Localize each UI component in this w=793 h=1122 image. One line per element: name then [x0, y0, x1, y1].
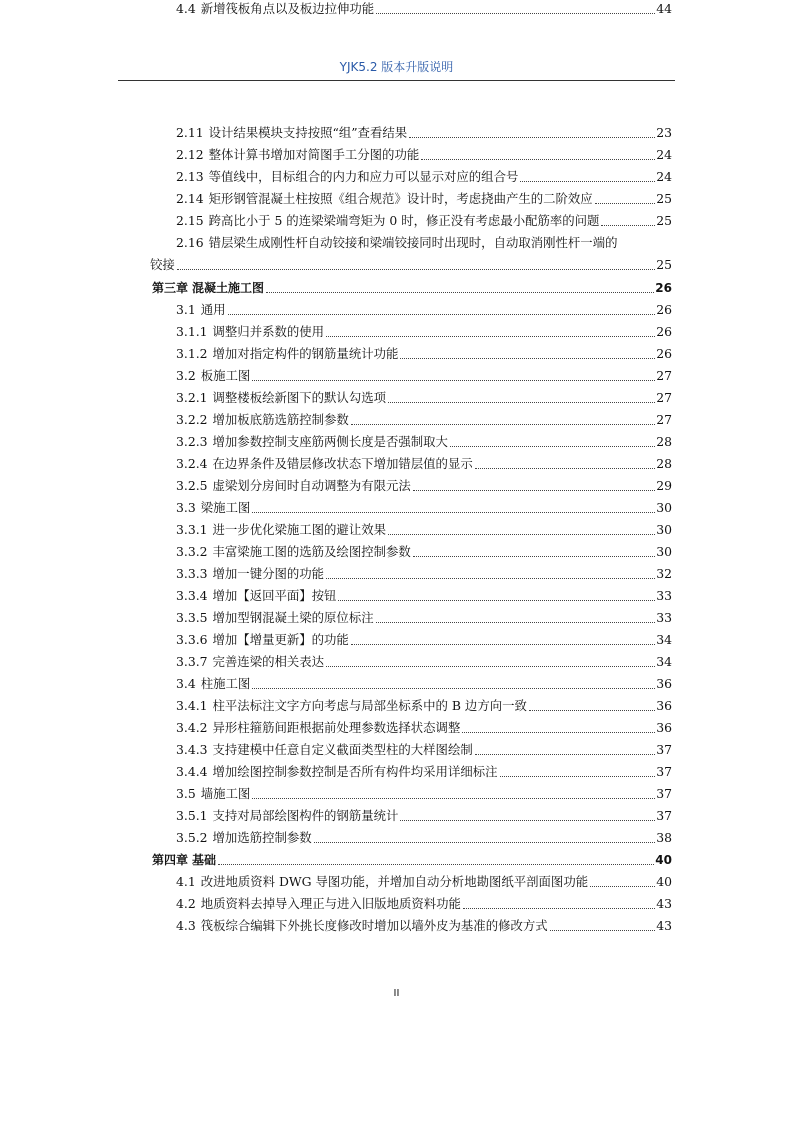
toc-entry[interactable]: [176, 345, 672, 363]
dot-leader: [326, 578, 655, 579]
dot-leader: [388, 534, 655, 535]
toc-entry-number: 3.4.3: [176, 742, 208, 757]
toc-entry[interactable]: [176, 895, 672, 913]
toc-entry-page: 26: [656, 324, 672, 339]
dot-leader: [500, 776, 656, 777]
toc-entry-page: 28: [656, 434, 672, 449]
toc-chapter-entry[interactable]: [152, 851, 672, 869]
toc-entry-page: 36: [656, 698, 672, 713]
toc-entry-title: 调整楼板绘新图下的默认勾选项: [212, 390, 386, 405]
toc-entry-title: 等值线中，目标组合的内力和应力可以显示对应的组合号: [208, 169, 519, 184]
toc-chapter-entry[interactable]: [152, 279, 672, 297]
dot-leader: [252, 798, 655, 799]
toc-entry[interactable]: [176, 455, 672, 473]
toc-entry-page: 27: [656, 368, 672, 383]
dot-leader: [409, 137, 655, 138]
toc-entry-page: 30: [656, 500, 672, 515]
toc-entry-page: 29: [656, 478, 672, 493]
toc-entry-title: 筏板综合编辑下外挑长度修改时增加以墙外皮为基准的修改方式: [200, 918, 548, 933]
toc-entry-title: 在边界条件及错层修改状态下增加错层值的显示: [212, 456, 473, 471]
toc-entry-number: 2.14: [176, 191, 204, 206]
toc-entry[interactable]: [176, 389, 672, 407]
toc-entry-title: 通用: [200, 302, 226, 317]
toc-entry-title: 进一步优化梁施工图的避让效果: [212, 522, 386, 537]
toc-entry-title: 错层梁生成刚性杆自动铰接和梁端铰接同时出现时，自动取消刚性杆一端的: [208, 235, 618, 250]
dot-leader: [463, 908, 655, 909]
dot-leader: [413, 490, 655, 491]
toc-entry-page: 27: [656, 412, 672, 427]
toc-entry-page: 34: [656, 632, 672, 647]
toc-entry-title: 墙施工图: [200, 786, 251, 801]
toc-entry[interactable]: [176, 323, 672, 341]
toc-entry-number: 3.5.1: [176, 808, 208, 823]
toc-entry[interactable]: [176, 587, 672, 605]
toc-entry-title: 增加绘图控制参数控制是否所有构件均采用详细标注: [212, 764, 498, 779]
toc-entry-number: 2.12: [176, 147, 204, 162]
toc-entry-number: 4.2: [176, 896, 196, 911]
dot-leader: [400, 820, 655, 821]
toc-entry-title: 改进地质资料 DWG 导图功能，并增加自动分析地勘图纸平剖面图功能: [200, 874, 589, 889]
toc-entry-page: 24: [656, 169, 672, 184]
toc-entry[interactable]: [176, 631, 672, 649]
toc-entry[interactable]: [176, 411, 672, 429]
toc-entry-page: 33: [656, 588, 672, 603]
toc-entry-page: 23: [656, 125, 672, 140]
toc-entry-number: 3.2.5: [176, 478, 208, 493]
dot-leader: [252, 512, 655, 513]
toc-entry-number: 3.4: [176, 676, 196, 691]
toc-entry[interactable]: [176, 829, 672, 847]
toc-entry[interactable]: [176, 168, 672, 186]
dot-leader: [590, 886, 655, 887]
toc-entry-page: 26: [656, 302, 672, 317]
toc-entry-page: 37: [656, 742, 672, 757]
dot-leader: [326, 336, 655, 337]
toc-entry[interactable]: [176, 917, 672, 935]
toc-entry-page: 25: [656, 257, 672, 272]
toc-entry[interactable]: [176, 146, 672, 164]
toc-entry[interactable]: [176, 609, 672, 627]
dot-leader: [413, 556, 655, 557]
toc-entry-page: 37: [656, 764, 672, 779]
toc-entry-number: 3.3.1: [176, 522, 208, 537]
toc-entry-title: 新增筏板角点以及板边拉伸功能: [200, 1, 375, 16]
toc-entry[interactable]: [176, 785, 672, 803]
toc-entry-title: 虚梁划分房间时自动调整为有限元法: [212, 478, 411, 493]
toc-entry-title: 增加【返回平面】按钮: [212, 588, 337, 603]
toc-entry-number: 3.5.2: [176, 830, 208, 845]
toc-entry-number: 3.2.3: [176, 434, 208, 449]
toc-entry-title: 增加参数控制支座筋两侧长度是否强制取大: [212, 434, 448, 449]
toc-entry-number: 3.4.4: [176, 764, 208, 779]
dot-leader: [400, 358, 655, 359]
toc-entry-title: 增加一键分图的功能: [212, 566, 325, 581]
toc-entry-page: 43: [656, 896, 672, 911]
toc-entry-number: 3.1.2: [176, 346, 208, 361]
toc-entry-title: 增加对指定构件的钢筋量统计功能: [212, 346, 399, 361]
toc-entry-page: 40: [656, 874, 672, 889]
toc-entry-title: 调整归并系数的使用: [212, 324, 325, 339]
toc-entry-number: 3.3.5: [176, 610, 208, 625]
toc-entry-page: 38: [656, 830, 672, 845]
dot-leader: [177, 269, 655, 270]
toc-entry[interactable]: [176, 719, 672, 737]
toc-entry[interactable]: [176, 565, 672, 583]
toc-entry-number: 3.2.4: [176, 456, 208, 471]
toc-entry-title: 增加选筋控制参数: [212, 830, 312, 845]
toc-entry[interactable]: [176, 234, 617, 252]
toc-entry[interactable]: [176, 0, 672, 18]
toc-entry-page: 26: [655, 281, 672, 295]
toc-entry-number: 3.2: [176, 368, 196, 383]
toc-entry-title: 矩形钢管混凝土柱按照《组合规范》设计时，考虑挠曲产生的二阶效应: [208, 191, 593, 206]
toc-entry-number: 2.11: [176, 125, 204, 140]
toc-entry[interactable]: [176, 675, 672, 693]
toc-entry-title: 支持对局部绘图构件的钢筋量统计: [212, 808, 399, 823]
toc-entry[interactable]: [176, 763, 672, 781]
toc-entry-page: 37: [656, 786, 672, 801]
toc-entry-number: 3.2.1: [176, 390, 208, 405]
toc-entry[interactable]: [176, 477, 672, 495]
toc-entry-page: 33: [656, 610, 672, 625]
toc-entry[interactable]: [176, 543, 672, 561]
toc-entry-title: 完善连梁的相关表达: [212, 654, 325, 669]
toc-entry-page: 32: [656, 566, 672, 581]
dot-leader: [601, 225, 655, 226]
toc-entry[interactable]: [176, 521, 672, 539]
toc-entry-title: 支持建模中任意自定义截面类型柱的大样图绘制: [212, 742, 473, 757]
toc-entry-page: 27: [656, 390, 672, 405]
dot-leader: [351, 424, 655, 425]
toc-entry-title: 板施工图: [200, 368, 251, 383]
toc-entry-title: 基础: [192, 853, 217, 867]
toc-entry-title: 梁施工图: [200, 500, 251, 515]
dot-leader: [326, 666, 655, 667]
toc-entry-page: 34: [656, 654, 672, 669]
header-title: YJK5.2 版本升版说明: [339, 60, 454, 74]
toc-entry-number: 3.3.3: [176, 566, 208, 581]
toc-entry-number: 3.3: [176, 500, 196, 515]
toc-entry-number: 3.3.4: [176, 588, 208, 603]
toc-entry-number: 3.4.2: [176, 720, 208, 735]
toc-entry-title: 整体计算书增加对简图手工分图的功能: [208, 147, 420, 162]
toc-entry-title: 混凝土施工图: [192, 281, 265, 295]
dot-leader: [376, 622, 656, 623]
toc-entry[interactable]: [176, 653, 672, 671]
dot-leader: [529, 710, 655, 711]
toc-entry-title: 增加型钢混凝土梁的原位标注: [212, 610, 374, 625]
dot-leader: [252, 688, 655, 689]
dot-leader: [550, 930, 656, 931]
toc-entry[interactable]: [176, 190, 672, 208]
toc-entry-page: 25: [656, 213, 672, 228]
toc-entry-title: 丰富梁施工图的选筋及绘图控制参数: [212, 544, 411, 559]
dot-leader: [218, 864, 654, 865]
toc-entry[interactable]: [176, 433, 672, 451]
toc-entry-page: 30: [656, 544, 672, 559]
toc-entry-number: 4.1: [176, 874, 196, 889]
toc-entry-page: 28: [656, 456, 672, 471]
toc-entry-page: 43: [656, 918, 672, 933]
toc-entry-title: 异形柱箍筋间距根据前处理参数选择状态调整: [212, 720, 461, 735]
toc-entry-number: 2.15: [176, 213, 204, 228]
toc-entry-page: 37: [656, 808, 672, 823]
toc-entry-page: 36: [656, 676, 672, 691]
dot-leader: [475, 754, 655, 755]
toc-entry-page: 40: [655, 853, 672, 867]
toc-entry-number: 第四章: [152, 853, 189, 867]
toc-entry-number: 3.1.1: [176, 324, 208, 339]
dot-leader: [595, 203, 656, 204]
toc-entry-title-continuation: 铰接: [150, 257, 175, 272]
toc-entry-title: 柱施工图: [200, 676, 251, 691]
dot-leader: [376, 13, 655, 14]
toc-entry-number: 2.13: [176, 169, 204, 184]
toc-entry-number: 2.16: [176, 235, 204, 250]
toc-entry-number: 3.3.7: [176, 654, 208, 669]
toc-entry[interactable]: [176, 873, 672, 891]
toc-entry[interactable]: [176, 367, 672, 385]
toc-entry-page: 24: [656, 147, 672, 162]
dot-leader: [252, 380, 655, 381]
toc-entry-page: 26: [656, 346, 672, 361]
dot-leader: [462, 732, 655, 733]
toc-entry[interactable]: [176, 124, 672, 142]
toc-entry-number: 4.3: [176, 918, 196, 933]
toc-entry[interactable]: [176, 807, 672, 825]
toc-entry-number: 3.3.6: [176, 632, 208, 647]
toc-entry-title: 设计结果模块支持按照“组”查看结果: [208, 125, 408, 140]
dot-leader: [228, 314, 656, 315]
dot-leader: [266, 292, 654, 293]
toc-entry-continuation[interactable]: [150, 256, 672, 274]
toc-entry-title: 增加【增量更新】的功能: [212, 632, 349, 647]
toc-entry-number: 第三章: [152, 281, 189, 295]
toc-entry-title: 增加板底筋选筋控制参数: [212, 412, 349, 427]
dot-leader: [351, 644, 655, 645]
toc-entry-number: 4.4: [176, 1, 196, 16]
dot-leader: [314, 842, 656, 843]
toc-entry-title: 柱平法标注文字方向考虑与局部坐标系中的 B 边方向一致: [212, 698, 527, 713]
toc-entry-number: 3.4.1: [176, 698, 208, 713]
toc-entry-page: 25: [656, 191, 672, 206]
toc-entry[interactable]: [176, 301, 672, 319]
dot-leader: [450, 446, 655, 447]
toc-entry[interactable]: [176, 499, 672, 517]
toc-entry-page: 30: [656, 522, 672, 537]
toc-entry-number: 3.5: [176, 786, 196, 801]
toc-entry[interactable]: [176, 741, 672, 759]
toc-entry-number: 3.2.2: [176, 412, 208, 427]
dot-leader: [388, 402, 655, 403]
page-number: II: [393, 988, 400, 999]
toc-entry-title: 地质资料去掉导入理正与进入旧版地质资料功能: [200, 896, 461, 911]
toc-entry[interactable]: [176, 212, 672, 230]
toc-entry-page: 36: [656, 720, 672, 735]
toc-entry-title: 跨高比小于 5 的连梁梁端弯矩为 0 时，修正没有考虑最小配筋率的问题: [208, 213, 600, 228]
toc-entry-number: 3.1: [176, 302, 196, 317]
dot-leader: [520, 181, 655, 182]
toc-entry-number: 3.3.2: [176, 544, 208, 559]
toc-entry[interactable]: [176, 697, 672, 715]
toc-entry-page: 44: [656, 1, 672, 16]
dot-leader: [475, 468, 655, 469]
dot-leader: [338, 600, 655, 601]
dot-leader: [421, 159, 655, 160]
